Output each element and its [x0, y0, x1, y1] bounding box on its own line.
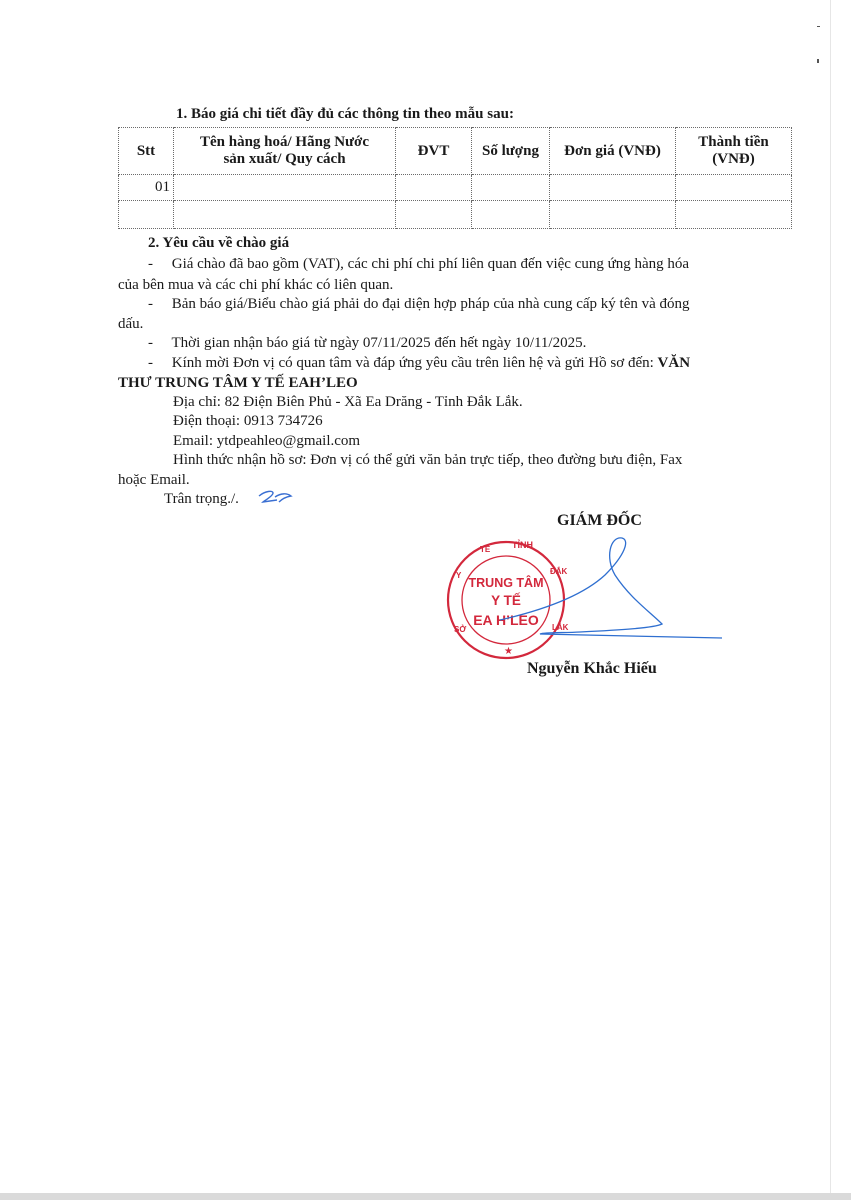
- section-1-heading: 1. Báo giá chi tiết đầy đủ các thông tin theo mẫu sau:: [176, 106, 514, 122]
- email: Email: ytdpeahleo@gmail.com: [173, 433, 361, 449]
- header-thanh-tien-line2: (VNĐ): [712, 151, 755, 167]
- cell-don-gia: [550, 175, 676, 201]
- official-stamp: [440, 530, 730, 680]
- table-row: [119, 201, 792, 229]
- cell-so-luong: [472, 201, 550, 229]
- initials-mark: [255, 487, 295, 507]
- signatory-title: GIÁM ĐỐC: [557, 512, 642, 529]
- scan-mark: [817, 59, 819, 63]
- invitation-recipient: THƯ TRUNG TÂM Y TẾ EAH’LEO: [118, 375, 358, 391]
- page-edge: [830, 0, 831, 1200]
- submission-form-line1: Hình thức nhận hồ sơ: Đơn vị có thể gửi văn bản trực tiếp, theo đường bưu điện, Fax: [173, 452, 683, 468]
- stamp-right-lower: LẮK: [552, 623, 569, 632]
- cell-stt: 01: [119, 175, 174, 201]
- quote-table: [118, 127, 792, 229]
- header-stt: Stt: [119, 128, 174, 175]
- bullet-vat-line1: - Giá chào đã bao gồm (VAT), các chi phí chi phí liên quan đến việc cung ứng hàng hóa: [148, 256, 690, 272]
- cell-so-luong: [472, 175, 550, 201]
- scan-mark: [817, 26, 820, 27]
- scan-bottom-edge: [0, 1193, 851, 1200]
- header-ten-hang-hoa: [174, 128, 396, 175]
- address: Địa chỉ: 82 Điện Biên Phủ - Xã Ea Drăng - Tỉnh Đắk Lắk.: [173, 394, 523, 410]
- invitation-recipient-start: VĂN: [657, 355, 691, 371]
- bullet-signature-line2: dấu.: [118, 316, 144, 332]
- signatory-name: Nguyễn Khắc Hiếu: [527, 660, 657, 677]
- header-thanh-tien-line1: Thành tiền: [698, 134, 769, 150]
- stamp-line-2: Y TẾ: [491, 593, 521, 608]
- header-thanh-tien: [676, 128, 792, 175]
- cell-thanh-tien: [676, 201, 792, 229]
- stamp-right-text: ĐẮK: [550, 567, 568, 576]
- stamp-star-icon: ★: [504, 646, 513, 657]
- cell-stt: [119, 201, 174, 229]
- stamp-small-te: TẾ: [480, 545, 491, 554]
- closing: Trân trọng./.: [164, 491, 239, 507]
- bullet-signature-line1: - Bản báo giá/Biểu chào giá phải do đại diện hợp pháp của nhà cung cấp ký tên và đóng: [148, 296, 690, 312]
- stamp-line-1: TRUNG TÂM: [468, 576, 544, 590]
- header-so-luong: Số lượng: [472, 128, 550, 175]
- header-dvt: ĐVT: [396, 128, 472, 175]
- header-don-gia: Đơn giá (VNĐ): [550, 128, 676, 175]
- cell-don-gia: [550, 201, 676, 229]
- table-header-row: [119, 128, 792, 175]
- stamp-left-lower: SỞ: [454, 625, 467, 634]
- cell-thanh-tien: [676, 175, 792, 201]
- cell-dvt: [396, 201, 472, 229]
- header-ten-line2: sản xuất/ Quy cách: [223, 151, 346, 167]
- cell-ten: [174, 175, 396, 201]
- cell-ten: [174, 201, 396, 229]
- bullet-deadline: - Thời gian nhận báo giá từ ngày 07/11/2025 đến hết ngày 10/11/2025.: [148, 335, 587, 351]
- stamp-top-text: TỈNH: [512, 540, 533, 550]
- stamp-left-text: Y: [456, 571, 462, 580]
- stamp-line-3: EA H’LEO: [473, 612, 539, 628]
- phone: Điện thoại: 0913 734726: [173, 413, 323, 429]
- bullet-invitation-line1: [148, 355, 690, 372]
- submission-form-line2: hoặc Email.: [118, 472, 190, 488]
- bullet-vat-line2: của bên mua và các chi phí khác có liên quan.: [118, 277, 394, 293]
- header-ten-line1: Tên hàng hoá/ Hãng Nước: [199, 134, 369, 150]
- cell-dvt: [396, 175, 472, 201]
- section-2-heading: 2. Yêu cầu về chào giá: [148, 235, 290, 251]
- invitation-text: - Kính mời Đơn vị có quan tâm và đáp ứng yêu cầu trên liên hệ và gửi Hồ sơ đến:: [148, 355, 658, 371]
- table-row: [119, 175, 792, 201]
